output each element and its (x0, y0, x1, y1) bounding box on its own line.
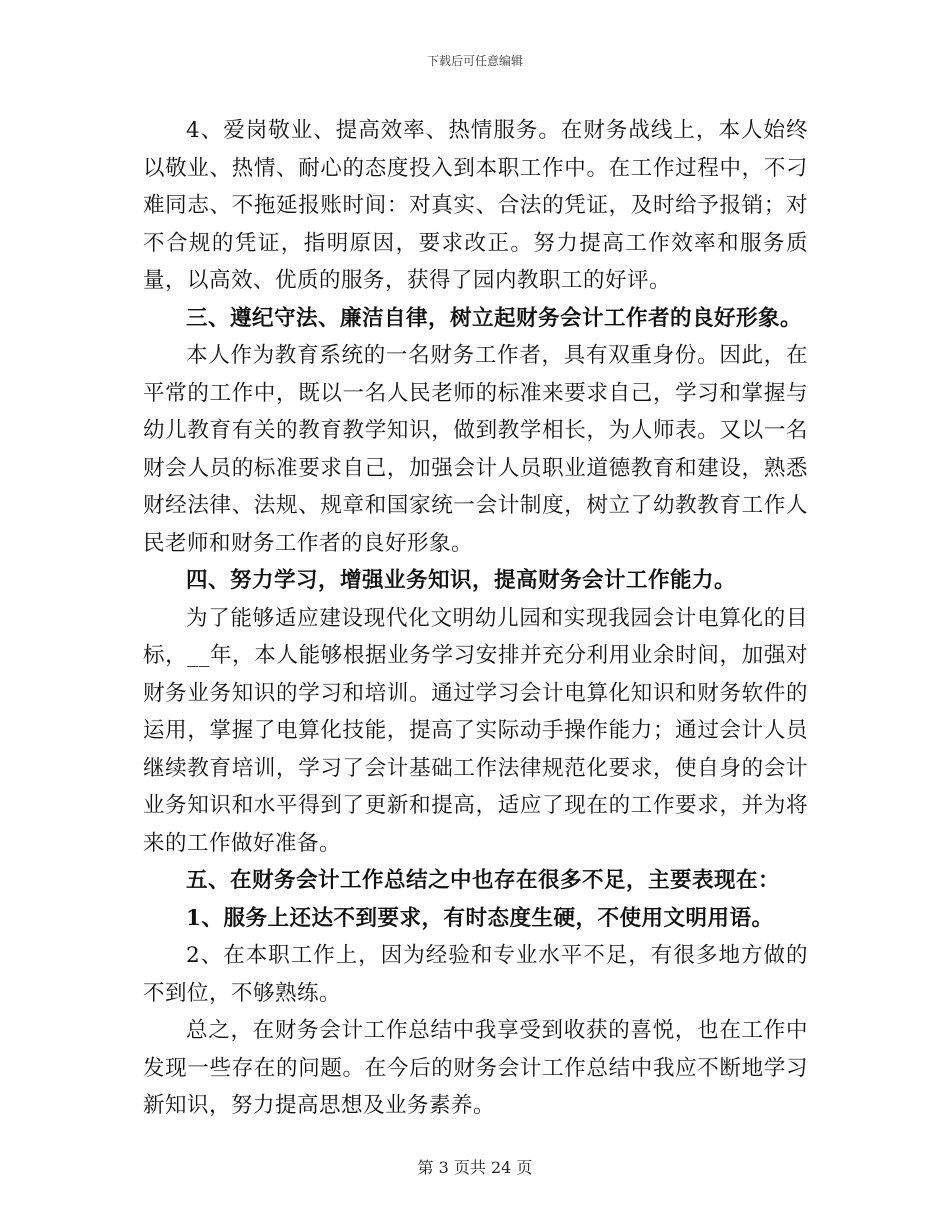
page-footer: 第 3 页共 24 页 (417, 1158, 533, 1177)
paragraph-conclusion: 总之，在财务会计工作总结中我享受到收获的喜悦，也在工作中发现一些存在的问题。在今后的财务会计工作总结中我应不断地学习新知识，努力提高思想及业务素养。 (143, 1018, 808, 1118)
paragraph-dual-identity: 本人作为教育系统的一名财务工作者，具有双重身份。因此，在平常的工作中，既以一名人民老师的标准来要求自己，学习和掌握与幼儿教育有关的教育教学知识，做到教学相长，为人师表。又以一名财会人员的标准要求自己，加强会计人员职业道德教育和建设，熟悉财经法律、法规、规章和国家统一会计制度，树立了幼教教育工作人民老师和财务工作者的良好形象。 (143, 343, 808, 556)
document-body (143, 112, 808, 1125)
section-heading-shortcomings: 五、在财务会计工作总结之中也存在很多不足，主要表现在： (186, 868, 781, 893)
shortcoming-item-1: 1、服务上还达不到要求，有时态度生硬，不使用文明用语。 (186, 905, 774, 931)
section-heading-discipline: 三、遵纪守法、廉洁自律，树立起财务会计工作者的良好形象。 (186, 305, 803, 331)
paragraph-training: 为了能够适应建设现代化文明幼儿园和实现我园会计电算化的目标，__年，本人能够根据业务学习安排并充分利用业余时间，加强对财务业务知识的学习和培训。通过学习会计电算化知识和财务软件的运用，掌握了电算化技能，提高了实际动手操作能力；通过会计人员继续教育培训，学习了会计基础工作法律规范化要求，使自身的会计业务知识和水平得到了更新和提高，适应了现在的工作要求，并为将来的工作做好准备。 (143, 605, 808, 856)
shortcoming-item-2: 2、在本职工作上，因为经验和专业水平不足，有很多地方做的不到位，不够熟练。 (143, 943, 808, 1006)
section-heading-study: 四、努力学习，增强业务知识，提高财务会计工作能力。 (186, 568, 737, 593)
paragraph-dedication: 4、爱岗敬业、提高效率、热情服务。在财务战线上，本人始终以敬业、热情、耐心的态度投入到本职工作中。在工作过程中，不刁难同志、不拖延报账时间：对真实、合法的凭证，及时给予报销；对不合规的凭证，指明原因，要求改正。努力提高工作效率和服务质量，以高效、优质的服务，获得了园内教职工的好评。 (143, 118, 808, 293)
page-header: 下载后可任意编辑 (426, 54, 523, 68)
